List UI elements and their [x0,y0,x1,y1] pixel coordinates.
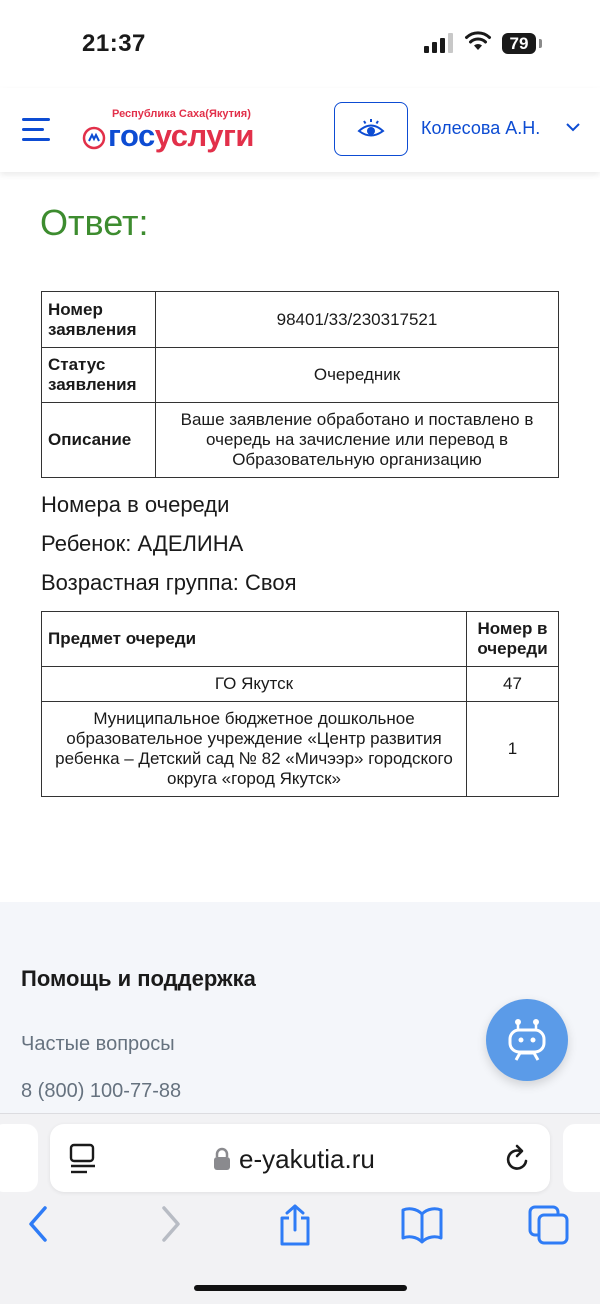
faq-link[interactable]: Частые вопросы [21,1033,175,1055]
info-value: Очередник [156,348,559,403]
info-value: 98401/33/230317521 [156,292,559,348]
age-group: Возрастная группа: Своя [41,570,297,595]
emblem-icon [82,126,106,150]
cellular-signal-icon [424,33,454,53]
wifi-icon [464,30,492,52]
chevron-down-icon[interactable] [566,122,580,132]
child-name: Ребенок: АДЕЛИНА [41,531,244,556]
menu-icon[interactable] [22,118,50,142]
queue-subject: ГО Якутск [42,667,467,702]
info-key: Номер заявления [42,292,156,348]
url-text[interactable]: e-yakutia.ru [239,1144,375,1174]
robot-icon [507,1018,547,1062]
info-value: Ваше заявление обработано и поставлено в очередь на зачисление или перевод в Образовательную организацию [156,403,559,478]
queue-heading: Номера в очереди [41,492,230,517]
table-row [42,403,559,478]
table-row [42,667,559,702]
table-header-row [42,612,559,667]
reload-icon[interactable] [504,1143,532,1175]
logo-gos: гос [108,118,155,153]
bookmarks-icon[interactable] [400,1204,444,1244]
previous-tab[interactable] [0,1124,38,1192]
status-bar [0,0,600,88]
queue-subject: Муниципальное бюджетное дошкольное образовательное учреждение «Центр развития ребенка – Детский сад № 82 «Мичээр» городского округа «город Якутск» [42,702,467,797]
battery-tip [539,39,542,48]
queue-number: 47 [467,667,559,702]
logo-text [108,118,254,154]
lock-icon [213,1147,231,1171]
logo-region: Республика Саха(Якутия) [112,108,251,120]
share-icon[interactable] [276,1204,314,1246]
next-tab[interactable] [563,1124,600,1192]
support-phone[interactable]: 8 (800) 100-77-88 [21,1080,182,1102]
reader-mode-icon[interactable] [69,1143,97,1175]
back-icon[interactable] [27,1204,51,1244]
home-indicator [194,1285,407,1291]
forward-icon[interactable] [158,1204,182,1244]
column-header: Номер в очереди [467,612,559,667]
queue-number: 1 [467,702,559,797]
accessibility-button[interactable] [334,102,408,156]
queue-table [41,611,559,797]
column-header: Предмет очереди [42,612,467,667]
info-key: Статус заявления [42,348,156,403]
answer-title: Ответ: [40,202,149,243]
info-key: Описание [42,403,156,478]
status-time: 21:37 [82,30,146,57]
user-name[interactable]: Колесова А.Н. [421,118,541,138]
tabs-icon[interactable] [527,1204,571,1246]
site-header [0,88,600,172]
chatbot-button[interactable] [486,999,568,1081]
application-info-table [41,291,559,478]
table-row [42,292,559,348]
eye-icon [357,118,385,140]
table-row [42,702,559,797]
battery-level: 79 [502,33,536,54]
logo-uslugi: услуги [154,118,254,153]
gosuslugi-logo[interactable] [82,108,292,156]
table-row [42,348,559,403]
help-title: Помощь и поддержка [21,966,256,991]
